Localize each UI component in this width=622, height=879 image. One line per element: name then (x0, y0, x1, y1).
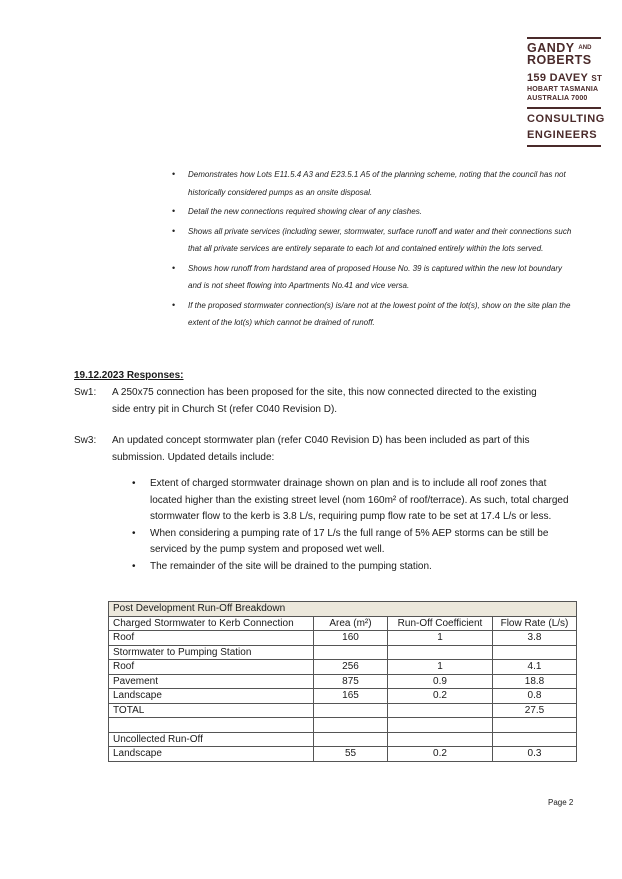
table-cell: 0.3 (493, 747, 577, 762)
table-cell (314, 718, 388, 733)
sw1-tag: Sw1: (74, 387, 97, 398)
table-row (109, 645, 577, 660)
table-cell: 3.8 (493, 631, 577, 646)
table-cell: TOTAL (109, 703, 314, 718)
table-cell: Area (m²) (314, 616, 388, 631)
table-cell: Run-Off Coefficient (388, 616, 493, 631)
sw3-paragraph (74, 433, 574, 467)
table-cell: 1 (388, 631, 493, 646)
logo-street: 159 DAVEY ST (527, 72, 603, 84)
requirements-list (172, 166, 572, 332)
page-number: Page 2 (548, 798, 574, 807)
logo-state: AUSTRALIA 7000 (527, 95, 588, 102)
list-item: • Detail the new connections required showing clear of any clashes. (172, 203, 572, 221)
sw3-line: submission. Updated details include: (112, 451, 275, 463)
table-cell (314, 645, 388, 660)
list-item: • The remainder of the site will be drained to the pumping station. (132, 559, 572, 576)
table-cell: 0.2 (388, 747, 493, 762)
table-cell (388, 703, 493, 718)
table-cell: Roof (109, 660, 314, 675)
table-cell: Flow Rate (L/s) (493, 616, 577, 631)
table-cell: 4.1 (493, 660, 577, 675)
logo-name-line2: ROBERTS (527, 53, 592, 67)
table-cell: 0.9 (388, 674, 493, 689)
table-row (109, 660, 577, 675)
logo-eng-line2: ENGINEERS (527, 129, 598, 141)
logo-city: HOBART TASMANIA (527, 86, 599, 93)
list-item: • Shows how runoff from hardstand area of proposed House No. 39 is captured within the new lot boundary and is not sheet flowing into Apartments No.41 and vice versa. (172, 260, 572, 295)
table-cell: 27.5 (493, 703, 577, 718)
list-item: • Shows all private services (including sewer, stormwater, surface runoff and water and their connections such that all private services are entirely separate to each lot and contained entirely within the lots served. (172, 223, 572, 258)
table-cell: Charged Stormwater to Kerb Connection (109, 616, 314, 631)
company-logo (527, 37, 603, 147)
table-cell (493, 645, 577, 660)
table-cell: 875 (314, 674, 388, 689)
table-title-row (109, 602, 577, 617)
sw3-tag: Sw3: (74, 435, 97, 446)
logo-eng-line1: CONSULTING (527, 113, 605, 125)
table-row (109, 718, 577, 733)
table-cell (388, 732, 493, 747)
sw1-line: A 250x75 connection has been proposed for the site, this now connected directed to the existing (112, 387, 537, 398)
table-cell (493, 732, 577, 747)
table-row (109, 689, 577, 704)
table-cell (388, 645, 493, 660)
logo-name-line1: GANDY $^{AND}$ (527, 41, 592, 55)
table-cell: 160 (314, 631, 388, 646)
table-row (109, 616, 577, 631)
table-cell: 0.2 (388, 689, 493, 704)
table-cell: Stormwater to Pumping Station (109, 645, 314, 660)
table-cell (109, 718, 314, 733)
table-cell: Landscape (109, 747, 314, 762)
sw1-line: side entry pit in Church St (refer C040 Revision D). (112, 403, 338, 415)
table-cell: 165 (314, 689, 388, 704)
table-cell (314, 703, 388, 718)
table-cell: 55 (314, 747, 388, 762)
table-cell (493, 718, 577, 733)
sw1-paragraph (74, 385, 574, 419)
logo-rule-top (527, 37, 601, 39)
list-item: • Extent of charged stormwater drainage shown on plan and is to include all roof zones that located higher than the existing street level (nom 160m² of roof/terrace). As such, total charged stormwater flow to the kerb is 3.8 L/s, requiring pump flow rate to be set at 17.4 L/s or less. (132, 476, 572, 526)
table-cell: 18.8 (493, 674, 577, 689)
table-row (109, 674, 577, 689)
table-cell (388, 718, 493, 733)
table-cell: Pavement (109, 674, 314, 689)
table-row (109, 732, 577, 747)
logo-rule-mid (527, 107, 601, 109)
table-row (109, 703, 577, 718)
table-cell: 1 (388, 660, 493, 675)
table-cell (314, 732, 388, 747)
update-details-list (132, 476, 572, 575)
table-cell: Roof (109, 631, 314, 646)
sw3-body (112, 433, 529, 466)
table-cell: 256 (314, 660, 388, 675)
runoff-table (108, 601, 577, 762)
table-title: Post Development Run-Off Breakdown (109, 602, 577, 617)
list-item: • When considering a pumping rate of 17 L/s the full range of 5% AEP storms can be still be serviced by the pump system and proposed wet well. (132, 526, 572, 559)
list-item: • If the proposed stormwater connection(s) is/are not at the lowest point of the lot(s), show on the site plan the extent of the lot(s) which cannot be drained of runoff. (172, 297, 572, 332)
table-row (109, 747, 577, 762)
list-item: • Demonstrates how Lots E11.5.4 A3 and E23.5.1 A5 of the planning scheme, noting that the council has not historically considered pumps as an onsite disposal. (172, 166, 572, 201)
sw1-body (112, 385, 537, 418)
table-cell: Landscape (109, 689, 314, 704)
table-row (109, 631, 577, 646)
table-cell: Uncollected Run-Off (109, 732, 314, 747)
sw3-line: An updated concept stormwater plan (refer C040 Revision D) has been included as part of this (112, 435, 530, 446)
responses-heading: 19.12.2023 Responses: (74, 370, 184, 381)
table-cell: 0.8 (493, 689, 577, 704)
logo-rule-bottom (527, 145, 601, 147)
